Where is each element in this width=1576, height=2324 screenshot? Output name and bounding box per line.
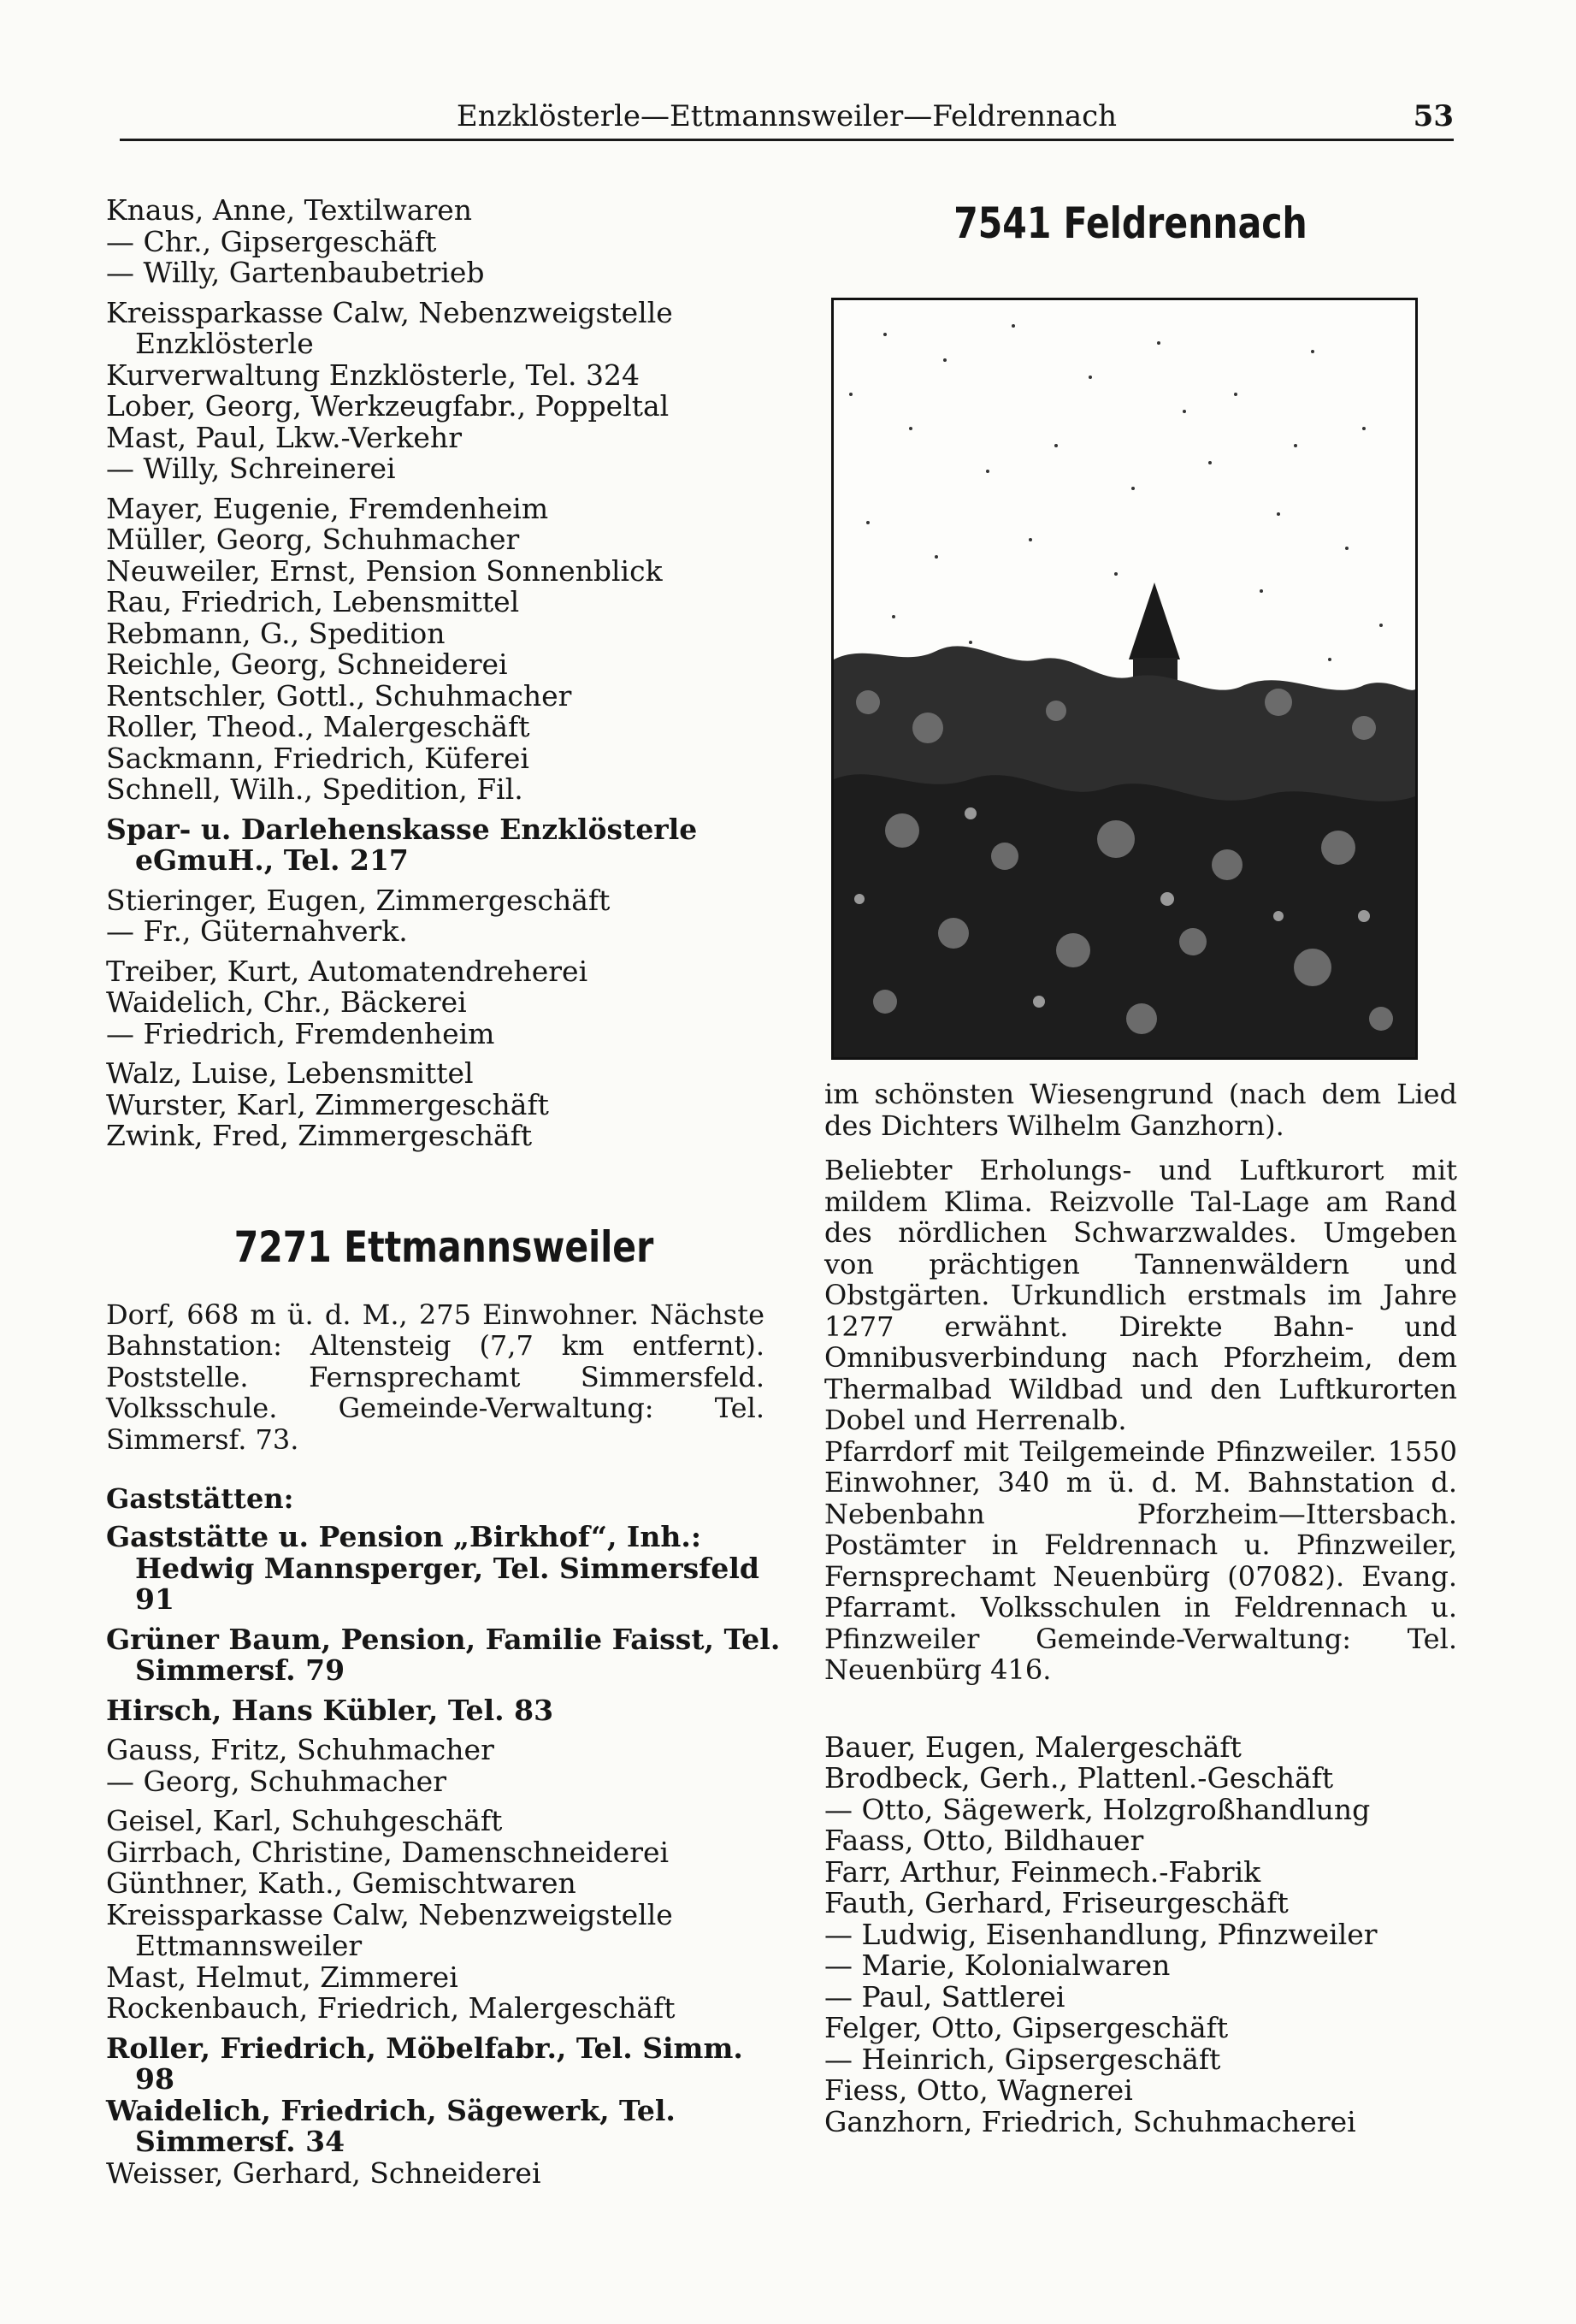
directory-entry: Rebmann, G., Spedition bbox=[106, 616, 446, 650]
directory-entry: Roller, Friedrich, Möbelfabr., Tel. Simm. 98 bbox=[106, 2031, 743, 2096]
directory-entry: Girrbach, Christine, Damenschneiderei bbox=[106, 1835, 670, 1869]
page-number: 53 bbox=[1413, 99, 1454, 133]
directory-entry: Müller, Georg, Schuhmacher bbox=[106, 523, 520, 556]
directory-entry: Geisel, Karl, Schuhgeschäft bbox=[106, 1804, 503, 1837]
feldrennach-details: Pfarrdorf mit Teilgemeinde Pfinzweiler. 1550 Einwohner, 340 m ü. d. M. Bahnstation d. Nebenbahn Pforzheim—Ittersbach. Postämter in Feldrennach u. Pfinzweiler, Fernsprechamt Neuenbürg (07082). Evang. Pfarramt. Volksschulen in Feldrennach u. Pfinzweiler Gemeinde-Verwaltung: Tel. Neuenbürg 416. bbox=[824, 1434, 1457, 1686]
page-header bbox=[120, 96, 1454, 141]
directory-entry: Reichle, Georg, Schneiderei bbox=[106, 648, 508, 681]
directory-entry: Günthner, Kath., Gemischtwaren bbox=[106, 1866, 576, 1900]
photo-caption: im schönsten Wiesengrund (nach dem Lied des Dichters Wilhelm Ganzhorn). bbox=[824, 1078, 1457, 1142]
gaststaetten-label: Gaststätten: bbox=[106, 1482, 294, 1515]
directory-entry: — Fr., Güternahverk. bbox=[106, 914, 408, 948]
directory-entry: Mast, Paul, Lkw.-Verkehr bbox=[106, 420, 462, 454]
feldrennach-directory bbox=[824, 1732, 1464, 2138]
village-church-illustration bbox=[834, 300, 1415, 1057]
directory-entry: Walz, Luise, Lebensmittel bbox=[106, 1056, 474, 1090]
left-column bbox=[106, 195, 782, 2189]
directory-entry: — Georg, Schuhmacher bbox=[106, 1764, 446, 1798]
directory-entry: Wurster, Karl, Zimmergeschäft bbox=[106, 1087, 549, 1121]
directory-entry: Fauth, Gerhard, Friseurgeschäft bbox=[824, 1886, 1289, 1919]
ettmannsweiler-heading: 7271 Ettmannsweiler bbox=[233, 1221, 654, 1272]
directory-entry: — Willy, Gartenbaubetrieb bbox=[106, 256, 485, 289]
directory-entry: Schnell, Wilh., Spedition, Fil. bbox=[106, 772, 523, 806]
directory-entry: Spar- u. Darlehenskasse Enzklösterle eGmuH., Tel. 217 bbox=[106, 812, 698, 877]
directory-entry: Zwink, Fred, Zimmergeschäft bbox=[106, 1119, 533, 1152]
ettmannsweiler-description: Dorf, 668 m ü. d. M., 275 Einwohner. Nächste Bahnstation: Altensteig (7,7 km entfernt). Poststelle. Fernsprechamt Simmersfeld. Volksschule. Gemeinde-Verwaltung: Tel. Simmersf. 73. bbox=[106, 1298, 764, 1456]
directory-entry: — Heinrich, Gipsergeschäft bbox=[824, 2042, 1221, 2076]
directory-entry: — Willy, Schreinerei bbox=[106, 452, 396, 485]
directory-entry: Faass, Otto, Bildhauer bbox=[824, 1824, 1144, 1857]
directory-entry: Farr, Arthur, Feinmech.-Fabrik bbox=[824, 1854, 1261, 1889]
directory-entry: Kurverwaltung Enzklösterle, Tel. 324 bbox=[106, 358, 640, 392]
directory-entry: — Otto, Sägewerk, Holzgroßhandlung bbox=[824, 1792, 1371, 1826]
directory-entry: Felger, Otto, Gipsergeschäft bbox=[824, 2011, 1229, 2044]
right-column bbox=[797, 195, 1464, 2138]
directory-entry: Rau, Friedrich, Lebensmittel bbox=[106, 585, 520, 618]
directory-entry: Neuweiler, Ernst, Pension Sonnenblick bbox=[106, 553, 663, 588]
directory-entry: Rentschler, Gottl., Schuhmacher bbox=[106, 678, 572, 713]
enzkloesterle-directory bbox=[106, 195, 782, 1152]
directory-entry: — Chr., Gipsergeschäft bbox=[106, 224, 437, 258]
directory-entry: Mast, Helmut, Zimmerei bbox=[106, 1960, 458, 1994]
directory-entry: Gauss, Fritz, Schuhmacher bbox=[106, 1733, 494, 1766]
ettmannsweiler-directory bbox=[106, 1522, 782, 2189]
feldrennach-description: Beliebter Erholungs- und Luftkurort mit mildem Klima. Reizvolle Tal-Lage am Rand des nördlichen Schwarzwaldes. Umgeben von prächtigen Tannenwäldern und Obstgärten. Urkundlich erstmals im Jahre 1277 erwähnt. Direkte Bahn- und Omnibusverbindung nach Pforzheim, dem Thermalbad Wildbad und den Luftkurorten Dobel und Herrenalb. bbox=[824, 1154, 1457, 1436]
directory-entry: Weisser, Gerhard, Schneiderei bbox=[106, 2155, 541, 2190]
directory-entry: Gaststätte u. Pension „Birkhof“, Inh.: Hedwig Mannsperger, Tel. Simmersfeld 91 bbox=[106, 1520, 759, 1616]
directory-entry: Lober, Georg, Werkzeugfabr., Poppeltal bbox=[106, 389, 670, 423]
directory-entry: Fiess, Otto, Wagnerei bbox=[824, 2073, 1133, 2107]
directory-entry: Ganzhorn, Friedrich, Schuhmacherei bbox=[824, 2104, 1356, 2138]
directory-entry: — Friedrich, Fremdenheim bbox=[106, 1016, 495, 1050]
feldrennach-village-photo bbox=[831, 298, 1418, 1060]
directory-entry: Waidelich, Chr., Bäckerei bbox=[106, 985, 467, 1019]
directory-entry: Grüner Baum, Pension, Familie Faisst, Tel. Simmersf. 79 bbox=[106, 1622, 781, 1687]
directory-entry: Sackmann, Friedrich, Küferei bbox=[106, 741, 529, 775]
directory-entry: Mayer, Eugenie, Fremdenheim bbox=[106, 491, 549, 525]
directory-entry: Roller, Theod., Malergeschäft bbox=[106, 710, 530, 743]
directory-entry: — Paul, Sattlerei bbox=[824, 1979, 1065, 2014]
directory-entry: Treiber, Kurt, Automatendreherei bbox=[106, 954, 588, 988]
directory-entry: Kreissparkasse Calw, Nebenzweigstelle Ettmannsweiler bbox=[106, 1897, 673, 1962]
feldrennach-heading: 7541 Feldrennach bbox=[953, 198, 1307, 248]
directory-entry: Brodbeck, Gerh., Plattenl.-Geschäft bbox=[824, 1761, 1334, 1795]
directory-entry: — Marie, Kolonialwaren bbox=[824, 1948, 1171, 1982]
directory-entry: Stieringer, Eugen, Zimmergeschäft bbox=[106, 883, 611, 917]
directory-entry: Hirsch, Hans Kübler, Tel. 83 bbox=[106, 1693, 554, 1727]
directory-entry: Rockenbauch, Friedrich, Malergeschäft bbox=[106, 1991, 676, 2025]
running-title: Enzklösterle—Ettmannsweiler—Feldrennach bbox=[456, 99, 1118, 133]
directory-entry: Bauer, Eugen, Malergeschäft bbox=[824, 1730, 1242, 1764]
directory-entry: Kreissparkasse Calw, Nebenzweigstelle Enzklösterle bbox=[106, 295, 673, 360]
directory-entry: Waidelich, Friedrich, Sägewerk, Tel. Simmersf. 34 bbox=[106, 2093, 676, 2158]
directory-entry: — Ludwig, Eisenhandlung, Pfinzweiler bbox=[824, 1917, 1378, 1951]
directory-entry: Knaus, Anne, Textilwaren bbox=[106, 193, 473, 227]
